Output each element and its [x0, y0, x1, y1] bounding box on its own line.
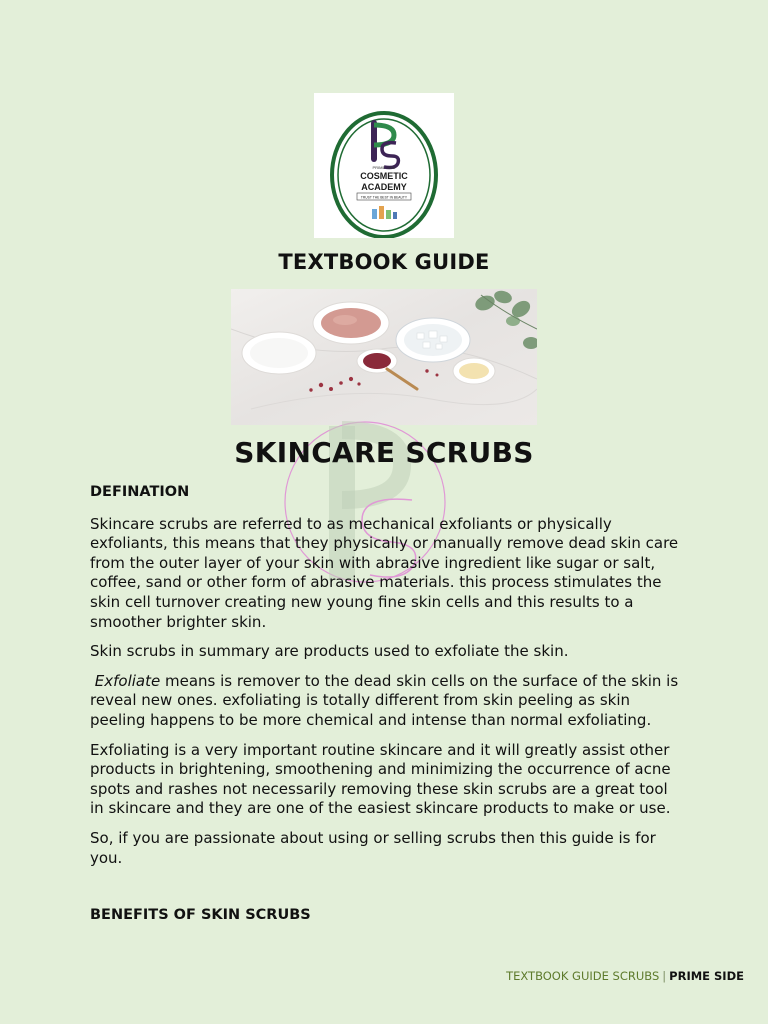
article-body — [90, 483, 682, 938]
paragraph-passion: So, if you are passionate about using or selling scrubs then this guide is for you. — [90, 828, 656, 867]
document-title: TEXTBOOK GUIDE — [278, 250, 490, 274]
footer-guide-label: TEXTBOOK GUIDE SCRUBS — [506, 969, 660, 983]
main-title: SKINCARE SCRUBS — [234, 436, 534, 469]
footer-separator: | — [662, 969, 667, 983]
page-footer — [506, 969, 744, 983]
scrub-ingredients-photo — [231, 289, 537, 425]
paragraph-exfoliate — [90, 672, 682, 731]
benefits-heading: BENEFITS OF SKIN SCRUBS — [90, 907, 311, 924]
exfoliate-term: Exfoliate — [94, 671, 161, 690]
definition-heading: DEFINATION — [90, 484, 190, 500]
logo-line1: COSMETIC — [360, 171, 408, 181]
paragraph-routine: Exfoliating is a very important routine skincare and it will greatly assist other products in brightening, smoothening and minimizing the occurrence of acne spots and rashes not necessarily removing these skin scrubs are a great tool in skincare and they are one of the easiest skincare products to make or use. — [90, 740, 671, 818]
footer-brand-label: PRIME SIDE — [669, 969, 744, 983]
logo-tagline: TRUST THE BEST IN BEAUTY — [360, 195, 408, 200]
paragraph-definition: Skincare scrubs are referred to as mechanical exfoliants or physically exfoliants, this means that they physically or manually remove dead skin care from the outer layer of your skin with abrasive ingredient like sugar or salt, coffee, sand or other form of abrasive materials. this process stimulates the skin cell turnover creating new young fine skin cells and this results to a smoother brighter skin. — [90, 514, 679, 631]
paragraph-summary: Skin scrubs in summary are products used to exfoliate the skin. — [90, 642, 569, 661]
academy-logo — [314, 93, 454, 238]
logo-line2: ACADEMY — [361, 182, 407, 192]
exfoliate-text: means is remover to the dead skin cells on the surface of the skin is reveal new ones. exfoliating is totally different from skin peeling as skin peeling happens to be more chemical and intense than normal exfoliating. — [90, 671, 679, 729]
logo-top-text: PRIME SIDE — [372, 165, 396, 170]
